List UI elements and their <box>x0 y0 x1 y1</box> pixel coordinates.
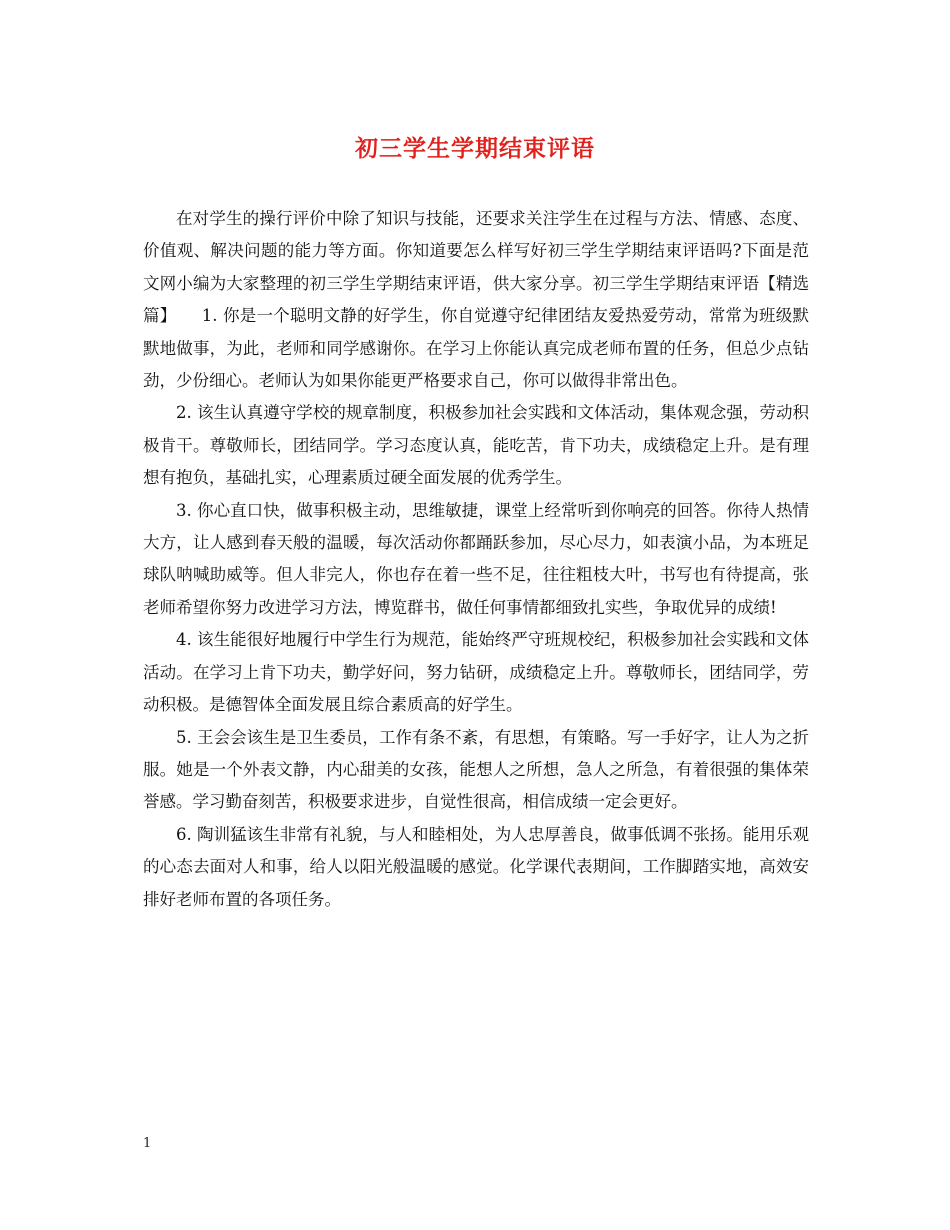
paragraph-intro: 在对学生的操行评价中除了知识与技能，还要求关注学生在过程与方法、情感、态度、价值观、解决问题的能力等方面。你知道要怎么样写好初三学生学期结束评语吗?下面是范文网小编为大家整理的初三学生学期结束评语，供大家分享。初三学生学期结束评语【精选篇】 1. 你是一个聪明文静的好学生，你自觉遵守纪律团结友爱热爱劳动，常常为班级默默地做事，为此，老师和同学感谢你。在学习上你能认真完成老师布置的任务，但总少点钻劲，少份细心。老师认为如果你能更严格要求自己，你可以做得非常出色。 <box>143 209 809 391</box>
paragraph-comment-4: 4. 该生能很好地履行中学生行为规范，能始终严守班规校纪，积极参加社会实践和文体活动。在学习上肯下功夫，勤学好问，努力钻研，成绩稳定上升。尊敬师长，团结同学，劳动积极。是德智体全面发展且综合素质高的好学生。 <box>143 630 809 715</box>
document-title: 初三学生学期结束评语 <box>355 135 595 162</box>
page-number: 1 <box>143 1136 152 1151</box>
paragraph-comment-5: 5. 王会会该生是卫生委员，工作有条不紊，有思想，有策略。写一手好字，让人为之折服。她是一个外表文静，内心甜美的女孩，能想人之所想，急人之所急，有着很强的集体荣誉感。学习勤奋刻苦，积极要求进步，自觉性很高，相信成绩一定会更好。 <box>143 727 809 812</box>
paragraph-comment-6: 6. 陶训猛该生非常有礼貌，与人和睦相处，为人忠厚善良，做事低调不张扬。能用乐观的心态去面对人和事，给人以阳光般温暖的感觉。化学课代表期间，工作脚踏实地，高效安排好老师布置的各项任务。 <box>143 824 809 909</box>
paragraph-comment-3: 3. 你心直口快，做事积极主动，思维敏捷，课堂上经常听到你响亮的回答。你待人热情大方，让人感到春天般的温暖，每次活动你都踊跃参加，尽心尽力，如表演小品，为本班足球队呐喊助威等。但人非完人，你也存在着一些不足，往往粗枝大叶，书写也有待提高，张老师希望你努力改进学习方法，博览群书，做任何事情都细致扎实些，争取优异的成绩! <box>143 500 809 617</box>
document-body <box>143 203 809 916</box>
paragraph-comment-2: 2. 该生认真遵守学校的规章制度，积极参加社会实践和文体活动，集体观念强，劳动积极肯干。尊敬师长，团结同学。学习态度认真，能吃苦，肯下功夫，成绩稳定上升。是有理想有抱负，基础扎实，心理素质过硬全面发展的优秀学生。 <box>143 403 809 488</box>
